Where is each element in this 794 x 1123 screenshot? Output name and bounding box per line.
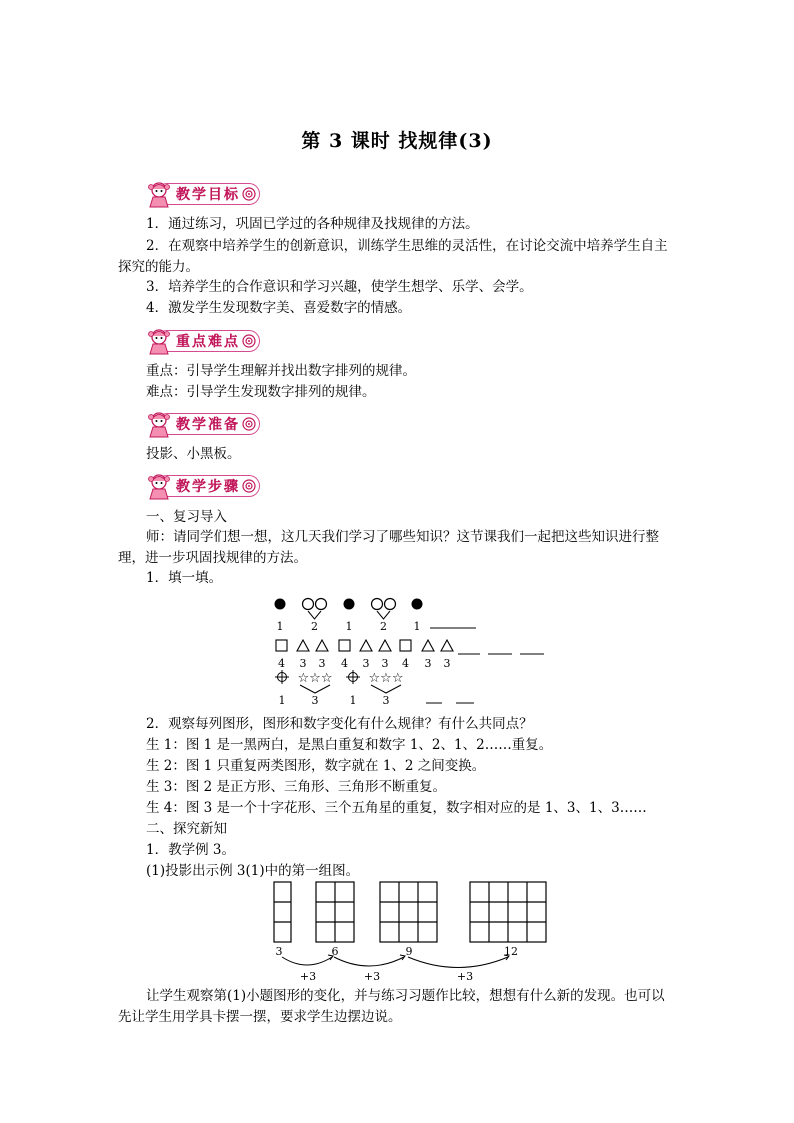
girl-mascot-icon [146, 472, 174, 500]
row-shapes [276, 640, 544, 654]
key-point: 重点：引导学生理解并找出数字排列的规律。 [146, 363, 416, 379]
section-1-heading: 一、复习导入 [146, 509, 227, 525]
grid-number: 3 [275, 945, 283, 958]
row-flowers-stars [275, 670, 474, 703]
fill-in-heading: 1．填一填。 [146, 570, 223, 586]
banner-steps-label: 教学步骤 [176, 479, 240, 495]
row2-number: 3 [443, 657, 451, 670]
grid-number: 9 [405, 945, 413, 958]
question-2: 2．观察每列图形，图形和数字变化有什么规律？有什么共同点？ [146, 716, 533, 732]
banner-objectives-label: 教学目标 [176, 187, 240, 203]
objective-4: 4．激发学生发现数字美、喜爱数字的情感。 [146, 300, 412, 316]
example-intro: (1)投影出示例 3(1)中的第一组图。 [146, 863, 360, 879]
row2-number: 3 [381, 657, 389, 670]
row1-number: 1 [276, 620, 284, 633]
observe-text: 让学生观察第(1)小题图形的变化，并与练习习题作比较，想想有什么新的发现。也可以 [146, 988, 665, 1004]
banner-key-points [146, 327, 262, 355]
banner-preparation-label: 教学准备 [176, 417, 240, 433]
target-icon [242, 479, 256, 493]
section-2-heading: 二、探究新知 [146, 821, 227, 837]
row2-number: 3 [362, 657, 370, 670]
banner-key-points-label: 重点难点 [176, 334, 240, 350]
grid-figure [262, 878, 562, 984]
objective-1: 1．通过练习，巩固已学过的各种规律及找规律的方法。 [146, 216, 479, 232]
girl-mascot-icon [146, 327, 174, 355]
student-4: 生 4：图 3 是一个十字花形、三个五角星的重复，数字相对应的是 1、3、1、3…… [146, 800, 647, 816]
cross-flower-icon [346, 670, 360, 684]
row3-number: 3 [382, 694, 390, 707]
row1-number: 2 [380, 620, 387, 633]
row1-number: 1 [345, 620, 353, 633]
girl-mascot-icon [146, 180, 174, 208]
row2-number: 3 [424, 657, 432, 670]
increment-label: +3 [363, 970, 381, 983]
teacher-line: 师：请同学们想一想，这几天我们学习了哪些知识？这节课我们一起把这些知识进行整 [146, 529, 659, 545]
objective-3: 3．培养学生的合作意识和学习兴趣，使学生想学、乐学、会学。 [146, 279, 533, 295]
row2-number: 4 [402, 657, 409, 670]
example-heading: 1．教学例 3。 [146, 842, 235, 858]
target-icon [242, 334, 256, 348]
increment-label: +3 [456, 970, 474, 983]
difficulty: 难点：引导学生发现数字排列的规律。 [146, 384, 376, 400]
preparation-text: 投影、小黑板。 [146, 446, 241, 462]
objective-2-cont: 探究的能力。 [118, 259, 199, 275]
girl-mascot-icon [146, 410, 174, 438]
row1-number: 2 [311, 620, 318, 633]
student-2: 生 2：图 1 只重复两类图形，数字就在 1、2 之间变换。 [146, 758, 486, 774]
banner-steps [146, 472, 262, 500]
target-icon [242, 417, 256, 431]
objective-2: 2．在观察中培养学生的创新意识，训练学生思维的灵活性，在讨论交流中培养学生自主 [146, 238, 668, 254]
row-circles [275, 599, 477, 629]
row1-number: 1 [413, 620, 421, 633]
grid-number: 12 [504, 945, 518, 958]
observe-text-cont: 先让学生用学具卡摆一摆，要求学生边摆边说。 [118, 1009, 402, 1025]
teacher-line-cont: 理，进一步巩固找规律的方法。 [118, 550, 307, 566]
row2-number: 3 [318, 657, 326, 670]
row2-number: 3 [299, 657, 307, 670]
cross-flower-icon [275, 670, 289, 684]
row2-number: 4 [278, 657, 285, 670]
row3-number: 1 [349, 694, 357, 707]
target-icon [242, 187, 256, 201]
banner-objectives [146, 180, 262, 208]
row2-number: 4 [341, 657, 348, 670]
student-1: 生 1：图 1 是一黑两白，是黑白重复和数字 1、2、1、2……重复。 [146, 737, 553, 753]
page-title: 第 3 课时 找规律(3) [301, 130, 493, 152]
increment-label: +3 [299, 970, 317, 983]
grid-number: 6 [331, 945, 339, 958]
pattern-figure [260, 592, 560, 710]
row3-number: 1 [278, 694, 286, 707]
banner-preparation [146, 410, 262, 438]
row3-number: 3 [311, 694, 319, 707]
student-3: 生 3：图 2 是正方形、三角形、三角形不断重复。 [146, 779, 447, 795]
stars-icon: ☆☆☆ [297, 671, 333, 686]
stars-icon: ☆☆☆ [368, 671, 404, 686]
